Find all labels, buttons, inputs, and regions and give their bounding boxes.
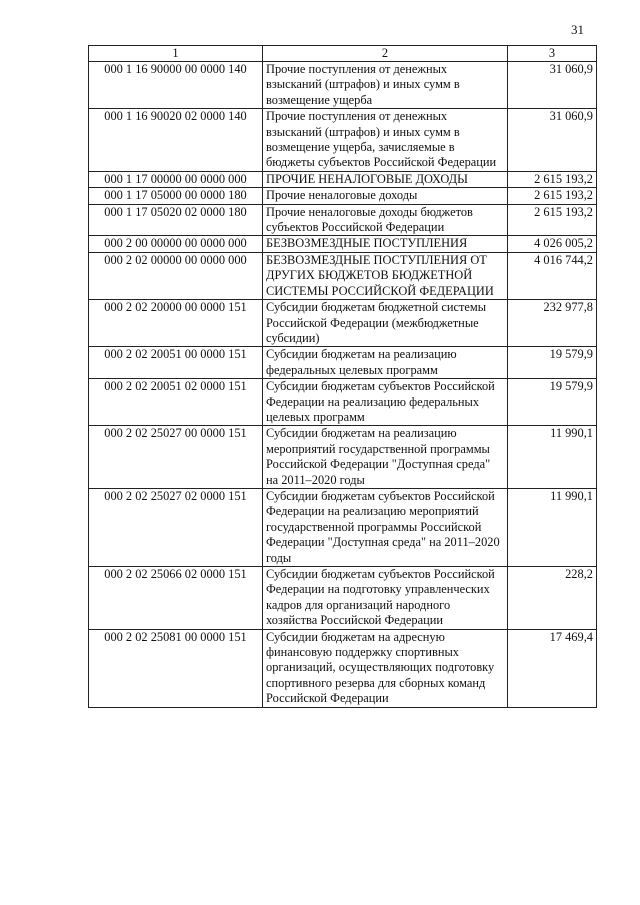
amount-cell: 31 060,9 — [508, 109, 597, 172]
amount-cell: 19 579,9 — [508, 379, 597, 426]
column-header-name: 2 — [263, 46, 508, 62]
amount-cell: 4 026 005,2 — [508, 236, 597, 252]
name-cell: БЕЗВОЗМЕЗДНЫЕ ПОСТУПЛЕНИЯ ОТ ДРУГИХ БЮДЖЕТОВ БЮДЖЕТНОЙ СИСТЕМЫ РОССИЙСКОЙ ФЕДЕРАЦИИ — [263, 252, 508, 299]
amount-cell: 31 060,9 — [508, 62, 597, 109]
amount-cell: 17 469,4 — [508, 629, 597, 707]
name-cell: ПРОЧИЕ НЕНАЛОГОВЫЕ ДОХОДЫ — [263, 171, 508, 187]
name-cell: Прочие поступления от денежных взысканий (штрафов) и иных сумм в возмещение ущерба — [263, 62, 508, 109]
table-row — [89, 488, 597, 566]
code-cell: 000 2 02 25027 00 0000 151 — [89, 426, 263, 489]
table-row — [89, 567, 597, 630]
amount-cell: 19 579,9 — [508, 347, 597, 379]
amount-cell: 11 990,1 — [508, 488, 597, 566]
amount-cell: 2 615 193,2 — [508, 188, 597, 204]
name-cell: Субсидии бюджетам на адресную финансовую поддержку спортивных организаций, осуществляющих подготовку спортивного резерва для сборных команд Российской Федерации — [263, 629, 508, 707]
table-row — [89, 204, 597, 236]
amount-cell: 232 977,8 — [508, 300, 597, 347]
name-cell: Субсидии бюджетам бюджетной системы Российской Федерации (межбюджетные субсидии) — [263, 300, 508, 347]
name-cell: Субсидии бюджетам субъектов Российской Федерации на реализацию мероприятий государственной программы Российской Федерации "Доступная среда" на 2011–2020 годы — [263, 488, 508, 566]
amount-cell: 228,2 — [508, 567, 597, 630]
code-cell: 000 2 02 25066 02 0000 151 — [89, 567, 263, 630]
code-cell: 000 1 16 90020 02 0000 140 — [89, 109, 263, 172]
code-cell: 000 2 02 20051 00 0000 151 — [89, 347, 263, 379]
table-row — [89, 236, 597, 252]
page-number: 31 — [571, 22, 584, 37]
name-cell: Субсидии бюджетам субъектов Российской Федерации на подготовку управленческих кадров для организаций народного хозяйства Российской Федерации — [263, 567, 508, 630]
name-cell: Субсидии бюджетам на реализацию мероприятий государственной программы Российской Федерации "Доступная среда" на 2011–2020 годы — [263, 426, 508, 489]
column-header-code: 1 — [89, 46, 263, 62]
code-cell: 000 1 17 05020 02 0000 180 — [89, 204, 263, 236]
code-cell: 000 2 02 25027 02 0000 151 — [89, 488, 263, 566]
code-cell: 000 2 02 20000 00 0000 151 — [89, 300, 263, 347]
table-row — [89, 300, 597, 347]
table-row — [89, 188, 597, 204]
name-cell: БЕЗВОЗМЕЗДНЫЕ ПОСТУПЛЕНИЯ — [263, 236, 508, 252]
name-cell: Субсидии бюджетам на реализацию федеральных целевых программ — [263, 347, 508, 379]
table-row — [89, 379, 597, 426]
table-row — [89, 426, 597, 489]
name-cell: Прочие поступления от денежных взысканий (штрафов) и иных сумм в возмещение ущерба, зачисляемые в бюджеты субъектов Российской Федерации — [263, 109, 508, 172]
code-cell: 000 1 16 90000 00 0000 140 — [89, 62, 263, 109]
amount-cell: 2 615 193,2 — [508, 204, 597, 236]
table-row — [89, 109, 597, 172]
table-row — [89, 62, 597, 109]
code-cell: 000 1 17 00000 00 0000 000 — [89, 171, 263, 187]
code-cell: 000 2 02 25081 00 0000 151 — [89, 629, 263, 707]
amount-cell: 2 615 193,2 — [508, 171, 597, 187]
name-cell: Субсидии бюджетам субъектов Российской Федерации на реализацию федеральных целевых программ — [263, 379, 508, 426]
code-cell: 000 2 02 20051 02 0000 151 — [89, 379, 263, 426]
name-cell: Прочие неналоговые доходы — [263, 188, 508, 204]
code-cell: 000 2 02 00000 00 0000 000 — [89, 252, 263, 299]
table-header-row — [89, 46, 597, 62]
table-row — [89, 347, 597, 379]
code-cell: 000 1 17 05000 00 0000 180 — [89, 188, 263, 204]
column-header-amount: 3 — [508, 46, 597, 62]
code-cell: 000 2 00 00000 00 0000 000 — [89, 236, 263, 252]
amount-cell: 11 990,1 — [508, 426, 597, 489]
table-row — [89, 252, 597, 299]
table-row — [89, 171, 597, 187]
amount-cell: 4 016 744,2 — [508, 252, 597, 299]
table-body — [89, 62, 597, 708]
name-cell: Прочие неналоговые доходы бюджетов субъектов Российской Федерации — [263, 204, 508, 236]
revenue-table — [88, 45, 597, 708]
table-row — [89, 629, 597, 707]
